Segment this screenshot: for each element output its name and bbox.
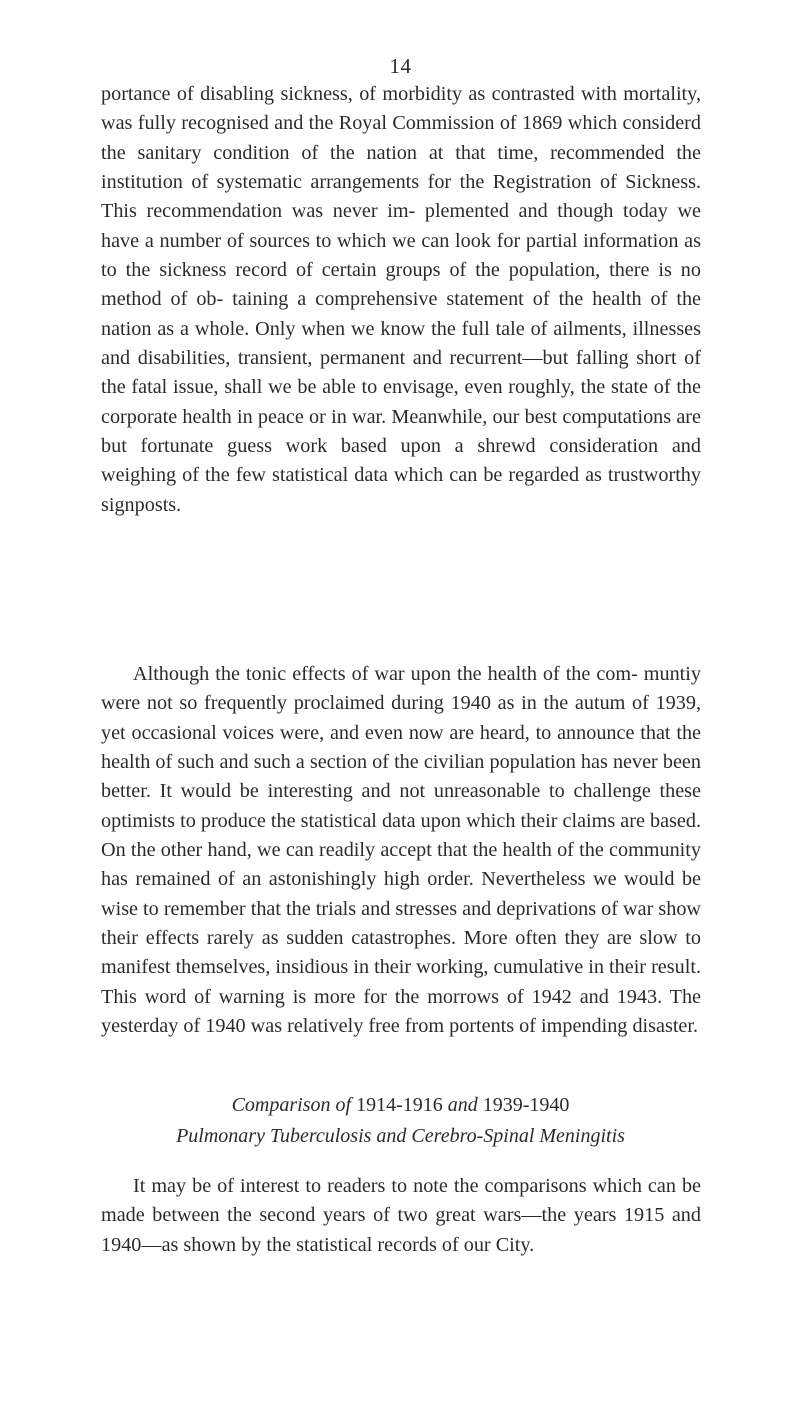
heading-subtitle: Pulmonary Tuberculosis and Cerebro-Spinal Meningitis [176,1125,625,1147]
paragraph-3: It may be of interest to readers to note the comparisons which can be made between the second years of two great wars—the years 1915 and 1940—as shown by the statistical records of our City. [101,1175,701,1256]
heading-prefix: Comparison of [231,1094,352,1116]
heading-and: and [447,1094,478,1116]
section-heading-line-1 [0,1094,801,1117]
heading-years-a: 1914-1916 [356,1094,443,1116]
section-heading-line-2 [0,1125,801,1148]
heading-years-b: 1939-1940 [482,1094,570,1116]
page-number: 14 [389,54,412,78]
paragraph-1: portance of disabling sickness, of morbidity as contrasted with mortality, was fully recognised and the Royal Commission of 1869 which considerd the sanitary condition of the nation at that time, recommended the institution of systematic arrangements for the Registration of Sickness. This recommendation was never im- plemented and though today we have a number of sources to which we can look for partial information as to the sickness record of certain groups of the population, there is no method of ob- taining a comprehensive statement of the health of the nation as a whole. Only when we know the full tale of ailments, illnesses and disabilities, transient, permanent and recurrent—but falling short of the fatal issue, shall we be able to envisage, even roughly, the state of the corporate health in peace or in war. Meanwhile, our best computations are but fortunate guess work based upon a shrewd consideration and weighing of the few statistical data which can be regarded as trustworthy signposts. [101,83,701,516]
paragraph-2: Although the tonic effects of war upon the health of the com- muntiy were not so frequently proclaimed during 1940 as in the autum of 1939, yet occasional voices were, and even now are heard, to announce that the health of such and such a section of the civilian population has never been better. It would be interesting and not unreasonable to challenge these optimists to produce the statistical data upon which their claims are based. On the other hand, we can readily accept that the health of the community has remained of an astonishingly high order. Nevertheless we would be wise to remember that the trials and stresses and deprivations of war show their effects rarely as sudden catastrophes. More often they are slow to manifest themselves, insidious in their working, cumulative in their result. This word of warning is more for the morrows of 1942 and 1943. The yesterday of 1940 was relatively free from portents of impending disaster. [101,663,701,1038]
